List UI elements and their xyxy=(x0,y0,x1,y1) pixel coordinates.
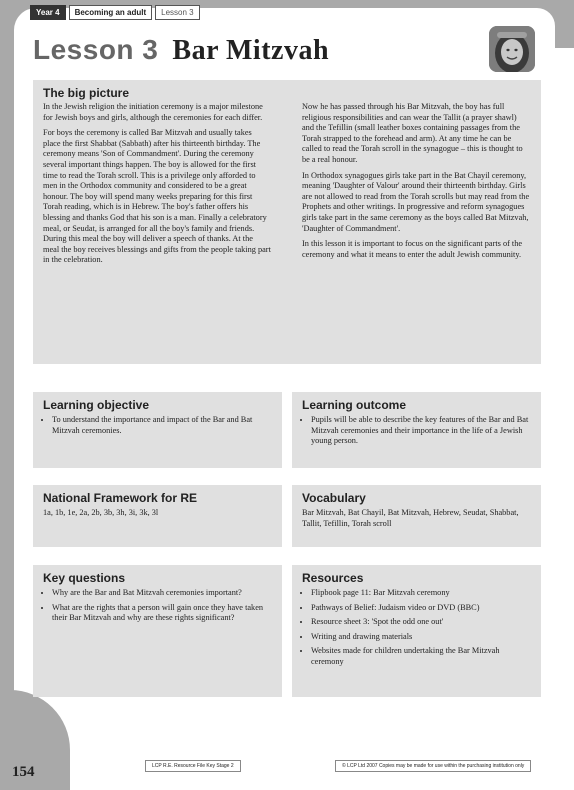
big-picture-paragraph: In this lesson it is important to focus on the significant parts of the ceremony and what it means to enter the adult Jewish community. xyxy=(302,239,523,259)
vocabulary-box xyxy=(292,485,541,547)
learning-outcome-heading: Learning outcome xyxy=(302,398,407,412)
resources-heading: Resources xyxy=(302,571,364,585)
national-framework-box xyxy=(33,485,282,547)
learning-outcome-box xyxy=(292,392,541,468)
list-item: • Why are the Bar and Bat Mitzvah ceremonies important? xyxy=(52,588,272,599)
key-questions-heading: Key questions xyxy=(43,571,126,585)
list-item: • Resource sheet 3: 'Spot the odd one out' xyxy=(311,617,531,628)
breadcrumb xyxy=(30,5,200,20)
footer-left-note: LCP R.E. Resource File Key Stage 2 xyxy=(145,760,241,772)
big-picture-right-column xyxy=(302,102,530,265)
lesson-name: Bar Mitzvah xyxy=(172,35,330,66)
page-number: 154 xyxy=(12,764,35,780)
resources-box xyxy=(292,565,541,697)
list-item: • Flipbook page 11: Bar Mitzvah ceremony xyxy=(311,588,531,599)
learning-objective-list xyxy=(43,415,272,436)
resources-list xyxy=(302,588,531,668)
list-item: • Writing and drawing materials xyxy=(311,632,531,643)
list-item: • What are the rights that a person will gain once they have taken their Bar Mitzvah and why are these rights significant? xyxy=(52,603,272,624)
avatar xyxy=(489,26,535,72)
list-item: • Pupils will be able to describe the key features of the Bar and Bat Mitzvah ceremonies and their importance in the life of a Jewish young person. xyxy=(311,415,531,447)
big-picture-left-column xyxy=(43,102,271,271)
big-picture-paragraph: Now he has passed through his Bar Mitzvah, the boy has full religious responsibilities and can wear the Tallit (a prayer shawl) and the Tefillin (small leather boxes containing passages from the Torah strapped to the forehead and arm). At any time he can be called to read the Torah scroll in the synagogue – this is thought to be a real honour. xyxy=(302,102,523,164)
big-picture-box xyxy=(33,80,541,364)
learning-objective-box xyxy=(33,392,282,468)
tab-lesson: Lesson 3 xyxy=(155,5,199,20)
page-title xyxy=(33,34,329,67)
footer-right-note: © LCP Ltd 2007 Copies may be made for use within the purchasing institution only xyxy=(335,760,531,772)
learning-objective-heading: Learning objective xyxy=(43,398,150,412)
list-item: • Pathways of Belief: Judaism video or DVD (BBC) xyxy=(311,603,531,614)
big-picture-paragraph: In Orthodox synagogues girls take part in the Bat Chayil ceremony, meaning 'Daughter of Valour' around their thirteenth birthday. Girls are not allowed to read from the Torah scrolls but may read from the Prophets and other writings. In progressive and reform synagogues girls take part in the same ceremony as the boys called Bat Mitzvah, 'Daughter of Commandment'. xyxy=(302,170,530,233)
key-questions-list xyxy=(43,588,272,624)
tab-topic: Becoming an adult xyxy=(69,5,153,20)
tab-year: Year 4 xyxy=(30,5,66,20)
national-framework-text: 1a, 1b, 1e, 2a, 2b, 3b, 3h, 3i, 3k, 3l xyxy=(43,508,159,517)
key-questions-box xyxy=(33,565,282,697)
list-item: • To understand the importance and impact of the Bar and Bat Mitzvah ceremonies. xyxy=(52,415,272,436)
lesson-number: Lesson 3 xyxy=(33,34,159,65)
vocabulary-heading: Vocabulary xyxy=(302,491,366,505)
vocabulary-text: Bar Mitzvah, Bat Chayil, Bat Mitzvah, Hebrew, Seudat, Shabbat, Tallit, Tefillin, Torah scroll xyxy=(302,508,519,528)
big-picture-paragraph: For boys the ceremony is called Bar Mitzvah and usually takes place the first Shabbat (Sabbath) after his thirteenth birthday. The ceremony means 'Son of Commandment'. During the ceremony several important things happen. The boy is allowed for the first time to read the Torah scroll. This is a privilege only afforded to men in the Orthodox community and considered to be a great honour. The boy will spend many weeks preparing for this first Torah reading, which is in Hebrew. The boy's father offers his blessing and thanks God that his son is a man. Finally a celebratory meal, or Seudat, is arranged for all the boy's family and friends. During this meal the boy will deliver a speech of thanks. At the meal the boy receives blessings and gifts from the people taking part in the celebration. xyxy=(43,128,271,265)
learning-outcome-list xyxy=(302,415,531,447)
national-framework-heading: National Framework for RE xyxy=(43,491,198,505)
big-picture-heading: The big picture xyxy=(43,86,130,100)
big-picture-paragraph: In the Jewish religion the initiation ceremony is a major milestone for Jewish boys and girls, although the ceremonies for each differ. xyxy=(43,102,263,122)
list-item: • Websites made for children undertaking the Bar Mitzvah ceremony xyxy=(311,646,531,667)
